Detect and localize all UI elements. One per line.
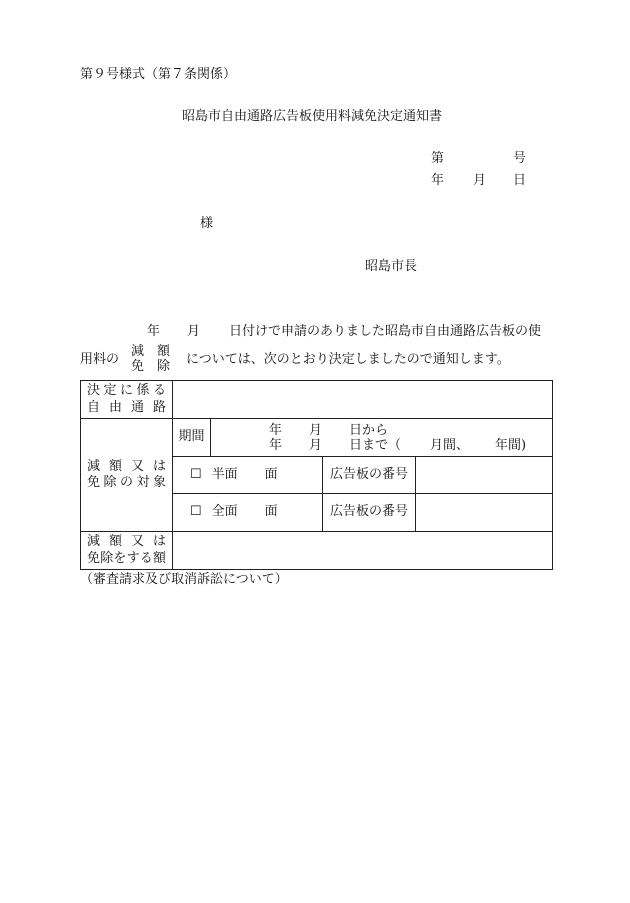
doc-date-month: 月 (473, 173, 487, 188)
full-unit: 面 (264, 504, 278, 520)
footer-note: （審査請求及び取消訴訟について） (80, 572, 288, 587)
value-amount[interactable] (173, 532, 553, 570)
label-passage: 決定に係る 自由通路 (81, 381, 173, 419)
doc-date-day: 日 (513, 173, 527, 188)
choice-reduction: 減 額 (131, 344, 171, 359)
half-checkbox-icon[interactable]: ☐ (190, 466, 202, 482)
body-line1-rest: 日付けで申請のありました昭島市自由通路広告板の使 (229, 324, 542, 339)
row-period (81, 419, 553, 457)
doc-number-prefix: 第 (431, 151, 445, 166)
addressee-suffix: 様 (200, 216, 214, 231)
document-title: 昭島市自由通路広告板使用料減免決定通知書 (182, 109, 443, 124)
body-line2-prefix: 用料の (80, 352, 120, 367)
half-option[interactable] (173, 457, 323, 494)
body-line2-rest: については、次のとおり決定しましたので通知します。 (186, 352, 510, 367)
doc-date-year: 年 (431, 173, 445, 188)
label-period: 期間 (173, 419, 211, 457)
decision-table (80, 380, 553, 570)
board-number-value-2[interactable] (416, 494, 553, 532)
full-option[interactable] (173, 494, 323, 532)
board-number-label-1: 広告板の番号 (323, 457, 416, 494)
doc-number-suffix: 号 (513, 151, 527, 166)
value-passage[interactable] (173, 381, 553, 419)
body-year: 年 (147, 324, 161, 339)
choice-exemption: 免 除 (131, 359, 171, 374)
full-label: 全面 (211, 504, 238, 520)
issuer: 昭島市長 (365, 259, 418, 274)
label-amount: 減額又は 免除をする額 (81, 532, 173, 570)
form-number: 第９号様式（第７条関係） (80, 67, 237, 82)
label-target: 減額又は 免除の対象 (81, 419, 173, 532)
value-period[interactable]: 年 月 日から 年 月 日まで（ 月間、 年間) (211, 419, 553, 457)
row-passage (81, 381, 553, 419)
half-unit: 面 (264, 466, 278, 482)
full-checkbox-icon[interactable]: ☐ (190, 504, 202, 520)
board-number-value-1[interactable] (416, 457, 553, 494)
board-number-label-2: 広告板の番号 (323, 494, 416, 532)
row-amount (81, 532, 553, 570)
body-month: 月 (187, 324, 201, 339)
half-label: 半面 (211, 466, 238, 482)
